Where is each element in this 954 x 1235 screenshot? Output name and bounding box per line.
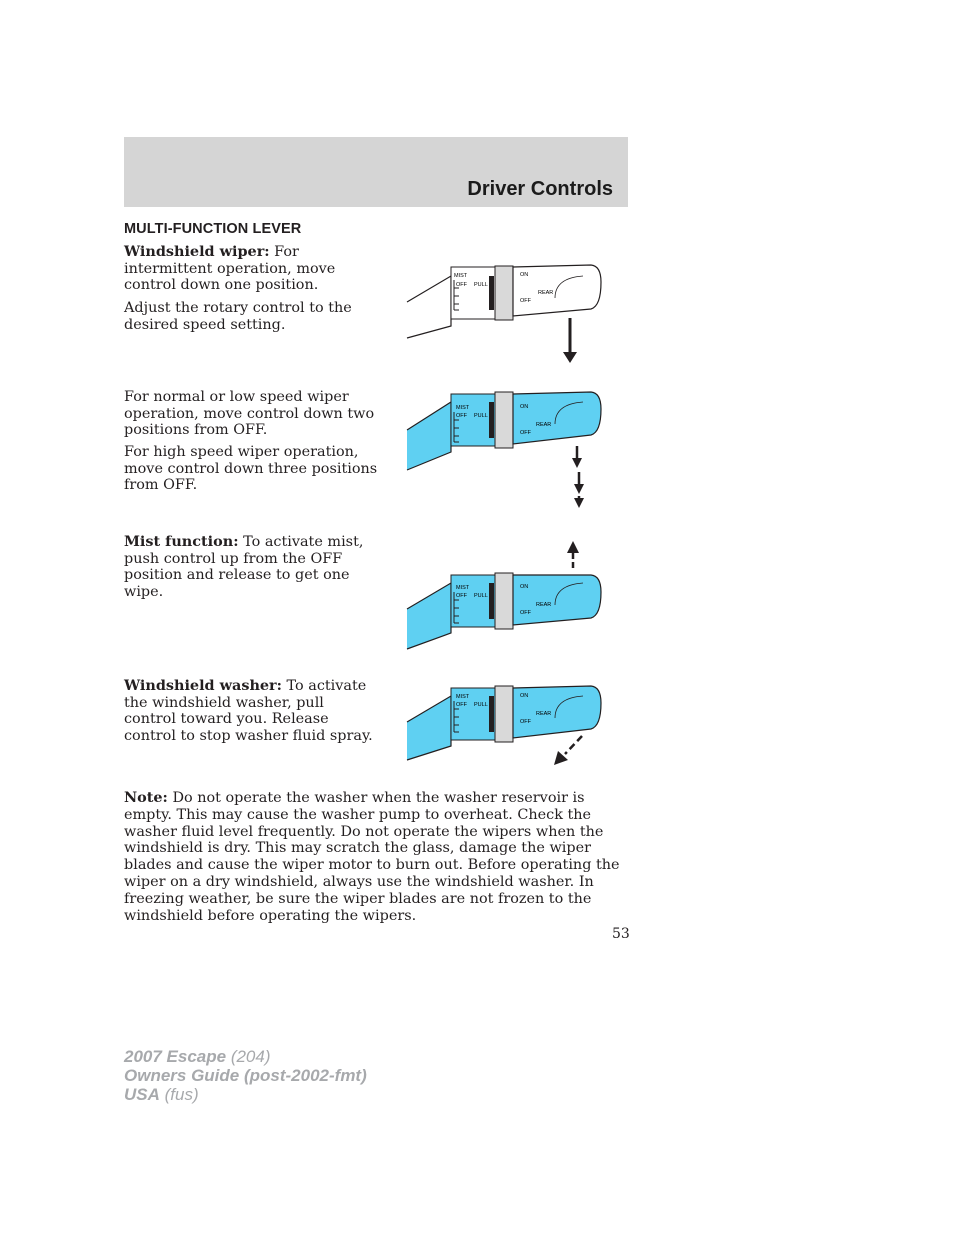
lever-stalk — [407, 402, 451, 470]
lever-rotary-knob — [495, 573, 513, 629]
lever-illustration-speeds — [405, 384, 605, 512]
lever-rotary-knob — [495, 686, 513, 742]
footer-line-1: 2007 Escape (204) — [124, 1047, 271, 1066]
footer-line-3: USA (fus) — [124, 1085, 199, 1104]
arrow-down-head-1 — [572, 458, 582, 468]
label-on: ON — [520, 272, 529, 278]
lever-black-band — [489, 402, 494, 438]
wiper-text: For intermittent operation, move control down one position. — [124, 244, 336, 293]
washer-lead: Windshield washer: — [124, 677, 282, 694]
arrow-pull-shaft — [565, 736, 582, 754]
header-band — [124, 137, 628, 207]
lever-label-panel — [451, 575, 495, 627]
lever-stalk — [407, 696, 451, 760]
washer-text: To activate the windshield washer, pull control toward you. Release control to stop washer fluid spray. — [124, 678, 373, 744]
label-pull: PULL — [474, 413, 488, 419]
lever-rotary-knob — [495, 392, 513, 448]
washer-paragraph — [124, 678, 376, 744]
arrow-down-head-3 — [574, 498, 584, 508]
mist-paragraph — [124, 534, 386, 600]
lever-stalk — [407, 583, 451, 649]
arrow-down-head-2 — [574, 484, 584, 494]
note-lead: Note: — [124, 789, 168, 806]
label-on: ON — [520, 584, 529, 590]
label-on: ON — [520, 404, 529, 410]
label-on: ON — [520, 693, 529, 699]
lever-end-cap — [513, 392, 601, 444]
wiper-rotary-paragraph: Adjust the rotary control to the desired speed setting. — [124, 300, 352, 333]
mist-lead: Mist function: — [124, 533, 239, 550]
label-pull: PULL — [474, 282, 488, 288]
wiper-paragraph — [124, 244, 382, 294]
low-speed-paragraph: For normal or low speed wiper operation, move control down two positions from OFF. — [124, 389, 375, 438]
lever-end-cap — [513, 575, 601, 625]
page-number: 53 — [612, 926, 630, 942]
lever-black-band — [489, 696, 494, 732]
label-off: OFF — [456, 413, 467, 419]
document-footer — [124, 1047, 367, 1104]
label-mist: MIST — [454, 273, 468, 279]
high-speed-paragraph: For high speed wiper operation, move control down three positions from OFF. — [124, 444, 378, 493]
label-mist: MIST — [456, 585, 470, 591]
page-title: Driver Controls — [467, 178, 613, 200]
label-rear-off: OFF — [520, 430, 531, 436]
note-text: Do not operate the washer when the washer reservoir is empty. This may cause the washer pump to overheat. Check the washer fluid level frequently. Do not operate the wipers when the windshield is dry. This may scratch the glass, damage the wiper blades and cause the wiper motor to burn out. Before operating the wiper on a dry windshield, always use the windshield washer. In freezing weather, be sure the wiper blades are not frozen to the windshield before operating the wipers. — [124, 790, 620, 924]
lever-black-band — [489, 276, 494, 310]
label-rear: REAR — [538, 290, 554, 296]
arrow-down-head — [563, 352, 577, 363]
lever-illustration-mist — [405, 539, 605, 653]
arrow-up-head — [567, 541, 579, 553]
wiper-lead: Windshield wiper: — [124, 243, 270, 260]
label-rear-off: OFF — [520, 719, 531, 725]
label-off: OFF — [456, 702, 467, 708]
mist-text: To activate mist, push control up from the OFF position and release to get one wipe. — [124, 534, 364, 600]
section-heading: MULTI-FUNCTION LEVER — [124, 221, 302, 237]
lever-rotary-knob — [495, 266, 513, 320]
lever-illustration-washer — [405, 684, 605, 770]
lever-stalk — [407, 276, 451, 338]
label-rear-off: OFF — [520, 298, 531, 304]
footer-line-2: Owners Guide (post-2002-fmt) — [124, 1066, 367, 1085]
label-rear-off: OFF — [520, 610, 531, 616]
label-pull: PULL — [474, 702, 488, 708]
label-pull: PULL — [474, 593, 488, 599]
lever-illustration-intermittent — [405, 262, 605, 364]
label-off: OFF — [456, 282, 467, 288]
label-off: OFF — [456, 593, 467, 599]
label-mist: MIST — [456, 694, 470, 700]
label-rear: REAR — [536, 711, 552, 717]
label-mist: MIST — [456, 405, 470, 411]
label-rear: REAR — [536, 422, 552, 428]
label-rear: REAR — [536, 602, 552, 608]
note-paragraph — [124, 790, 630, 924]
lever-black-band — [489, 583, 494, 619]
